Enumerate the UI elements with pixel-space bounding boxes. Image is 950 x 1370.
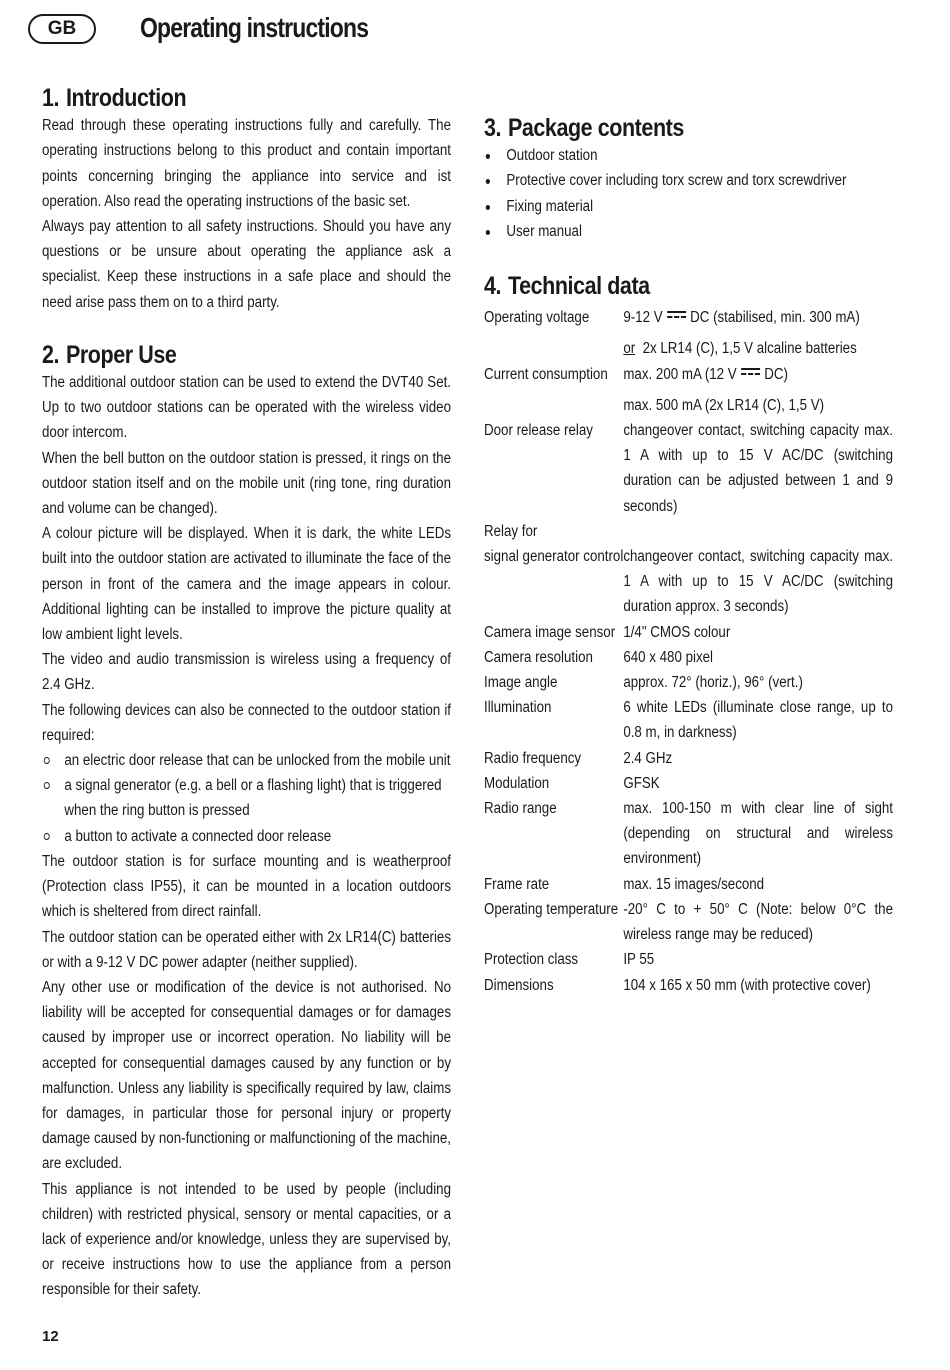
spec-value: max. 500 mA (2x LR14 (C), 1,5 V): [623, 396, 825, 414]
spec-label: Door release relay: [484, 422, 593, 440]
list-item: Fixing material: [484, 194, 893, 219]
dc-symbol-icon: [741, 368, 760, 376]
spec-value: max. 15 images/second: [623, 875, 765, 893]
table-row: [484, 544, 893, 620]
proper-use-paragraph: The video and audio transmission is wireless using a frequency of 2.4 GHz.: [42, 651, 452, 694]
section-heading-introduction: 1. Introduction: [42, 84, 187, 112]
proper-use-paragraph: The outdoor station can be operated either with 2x LR14(C) batteries or with a 9-12 V DC power adapter (neither supplied).: [42, 928, 452, 971]
spec-value: IP 55: [623, 951, 655, 969]
spec-label: Dimensions: [484, 976, 554, 994]
proper-use-paragraph: The following devices can also be connected to the outdoor station if required:: [42, 701, 452, 744]
table-row: [484, 393, 893, 418]
spec-value: or 2x LR14 (C), 1,5 V alcaline batteries: [623, 340, 857, 358]
spec-value: GFSK: [623, 774, 660, 792]
left-column: [42, 86, 452, 1303]
spec-label: Modulation: [484, 774, 550, 792]
proper-use-paragraph: The outdoor station is for surface mounting and is weatherproof (Protection class IP55), it can be mounted in a location outdoors which is sheltered from direct rainfall.: [42, 852, 452, 921]
intro-paragraph: Read through these operating instructions fully and carefully. The operating instructions belong to this product and contain important points concerning bringing the appliance into service and ist operation. Also read the operating instructions of the basic set.: [42, 117, 452, 210]
table-row: [484, 620, 893, 645]
proper-use-paragraph: When the bell button on the outdoor station is pressed, it rings on the outdoor station itself and on the mobile unit (ring tone, ring duration and volume can be changed).: [42, 449, 452, 518]
page-title: Operating instructions: [140, 12, 369, 43]
spec-label: Radio range: [484, 800, 557, 818]
table-row: [484, 897, 893, 947]
section-heading-package-contents: 3. Package contents: [484, 114, 684, 142]
spec-value: 6 white LEDs (illuminate close range, up to 0.8 m, in darkness): [623, 699, 894, 742]
table-row: [484, 746, 893, 771]
spec-label: Image angle: [484, 674, 558, 692]
spec-label: Illumination: [484, 699, 552, 717]
right-column: [484, 116, 894, 998]
spec-label: Camera resolution: [484, 648, 593, 666]
dc-symbol-icon: [667, 311, 686, 319]
spec-value: approx. 72° (horiz.), 96° (vert.): [623, 674, 803, 692]
table-row: [484, 973, 893, 998]
spec-label: signal generator control: [484, 548, 624, 566]
spec-value: 104 x 165 x 50 mm (with protective cover): [623, 976, 871, 994]
table-row: [484, 695, 893, 745]
spec-label: Protection class: [484, 951, 579, 969]
spec-value: 640 x 480 pixel: [623, 648, 714, 666]
spec-value: 2.4 GHz: [623, 749, 673, 767]
technical-data-table: [484, 305, 893, 997]
proper-use-paragraph: A colour picture will be displayed. When it is dark, the white LEDs built into the outdoor station are activated to illuminate the face of the person in front of the camera and the image appears in colour. Additional lighting can be installed to improve the picture quality at low ambient light levels.: [42, 525, 452, 644]
table-row: [484, 418, 893, 519]
spec-value: max. 200 mA (12 V DC): [623, 365, 788, 383]
language-badge: GB: [28, 14, 96, 44]
table-row: [484, 645, 893, 670]
spec-value: changeover contact, switching capacity max. 1 A with up to 15 V AC/DC (switching duration can be adjusted between 1 and 9 seconds): [623, 422, 894, 515]
spec-label: Operating voltage: [484, 309, 590, 327]
spec-value: 1/4" CMOS colour: [623, 623, 731, 641]
list-item: a signal generator (e.g. a bell or a flashing light) that is triggered when the ring button is pressed: [42, 773, 451, 823]
section-heading-proper-use: 2. Proper Use: [42, 340, 177, 369]
table-row: [484, 305, 893, 330]
connectable-devices-list: [42, 748, 451, 849]
spec-label: Radio frequency: [484, 749, 582, 767]
table-row: [484, 796, 893, 872]
page-header: [28, 12, 928, 52]
spec-value: changeover contact, switching capacity max. 1 A with up to 15 V AC/DC (switching duration approx. 3 seconds): [623, 548, 894, 616]
intro-paragraph: Always pay attention to all safety instructions. Should you have any questions or be unsure about operating the appliance ask a specialist. Keep these instructions in a safe place and should the need arise pass them on to a third party.: [42, 218, 452, 311]
list-item: an electric door release that can be unlocked from the mobile unit: [42, 748, 451, 773]
proper-use-paragraph: Any other use or modification of the device is not authorised. No liability will be accepted for consequential damages or for damages caused by improper use or incorrect operation. No liability will be accepted for consequential damages caused by any function or by malfunction. Unless any liability is specifically required by law, claims for damages, in particular those for personal injury or property damage caused by non-functioning or malfunctioning of the machine, are excluded.: [42, 978, 452, 1173]
spec-label: Relay for: [484, 522, 538, 540]
spec-value: max. 100-150 m with clear line of sight (depending on structural and wireless environment): [623, 800, 894, 868]
table-row: [484, 362, 893, 387]
table-row: [484, 519, 893, 544]
list-item: User manual: [484, 219, 893, 244]
spec-value: -20° C to + 50° C (Note: below 0°C the wireless range may be reduced): [623, 900, 894, 944]
spec-label: Current consumption: [484, 365, 608, 383]
proper-use-paragraph: This appliance is not intended to be used by people (including children) with restricted physical, sensory or mental capacities, or a lack of experience and/or knowledge, unless they are supervised by, or receive instructions how to use the appliance from a person responsible for their safety.: [42, 1180, 452, 1299]
table-row: [484, 771, 893, 796]
table-row: [484, 947, 893, 972]
table-row: [484, 670, 893, 695]
table-row: [484, 872, 893, 897]
spec-value: 9-12 V DC (stabilised, min. 300 mA): [623, 309, 860, 327]
list-item: a button to activate a connected door release: [42, 824, 451, 849]
spec-label: Frame rate: [484, 875, 550, 893]
table-row: [484, 336, 893, 361]
page-number: 12: [42, 1328, 59, 1345]
section-heading-technical-data: 4. Technical data: [484, 272, 650, 301]
proper-use-paragraph: The additional outdoor station can be used to extend the DVT40 Set. Up to two outdoor stations can be operated with the wireless video door intercom.: [42, 374, 452, 442]
list-item: Outdoor station: [484, 143, 893, 168]
package-contents-list: [484, 143, 893, 244]
list-item: Protective cover including torx screw and torx screwdriver: [484, 168, 893, 193]
spec-label: Operating temperature: [484, 900, 619, 918]
spec-label: Camera image sensor: [484, 623, 616, 641]
